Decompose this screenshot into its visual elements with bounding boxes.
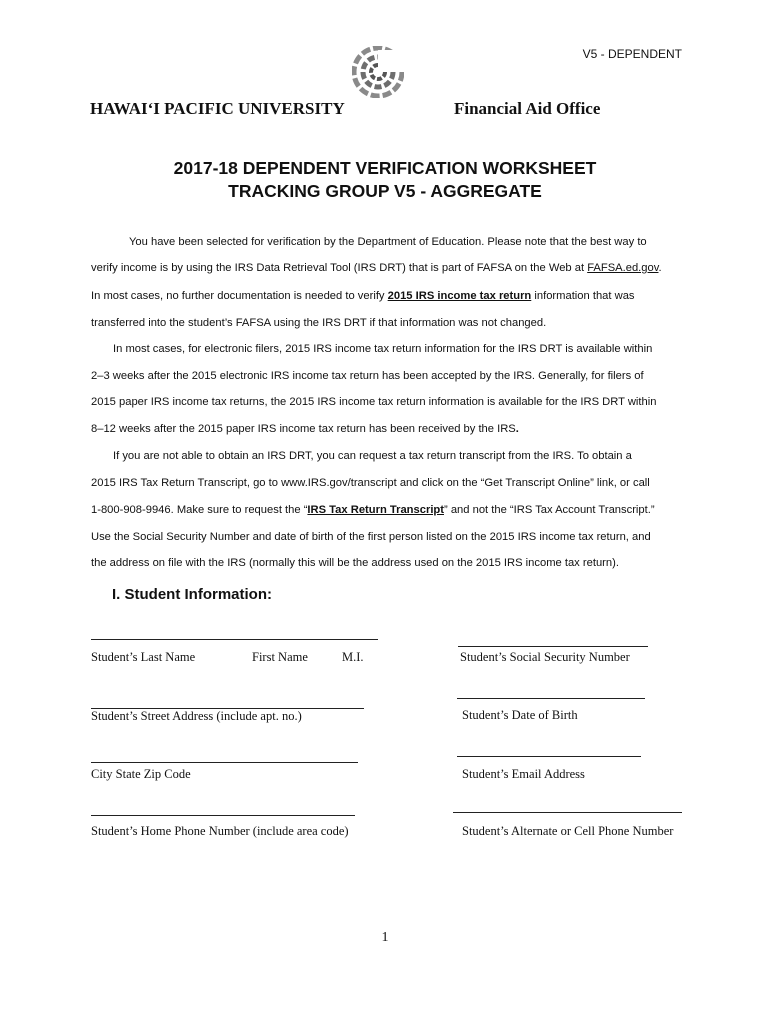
p3-line2: 2015 IRS Tax Return Transcript, go to www.IRS.gov/transcript and click on the “Get Transcript Online” link, or call: [91, 477, 650, 489]
page-number: 1: [381, 930, 389, 945]
worksheet-title: 2017-18 DEPENDENT VERIFICATION WORKSHEET: [173, 158, 597, 178]
p1-line4: transferred into the student’s FAFSA using the IRS DRT if that information was not changed.: [91, 317, 547, 329]
email-field[interactable]: [457, 756, 641, 757]
home-phone-field[interactable]: [91, 815, 355, 816]
worksheet-subtitle: TRACKING GROUP V5 - AGGREGATE: [228, 181, 542, 201]
mi-label: M.I.: [342, 650, 364, 664]
p3-line3: 1-800-908-9946. Make sure to request the “IRS Tax Return Transcript” and not the “IRS Tax Account Transcript.”: [91, 504, 655, 516]
city-state-zip-label: City State Zip Code: [91, 767, 191, 781]
p2-line4: 8–12 weeks after the 2015 paper IRS income tax return has been received by the IRS.: [91, 423, 519, 435]
dob-label: Student’s Date of Birth: [462, 708, 578, 722]
first-name-label: First Name: [252, 650, 308, 664]
email-label: Student’s Email Address: [462, 767, 585, 781]
ssn-label: Student’s Social Security Number: [460, 650, 630, 664]
last-name-field[interactable]: [91, 639, 378, 640]
p3-line1: If you are not able to obtain an IRS DRT, you can request a tax return transcript from the IRS. To obtain a: [113, 450, 632, 462]
p3-line5: the address on file with the IRS (normally this will be the address used on the 2015 IRS income tax return).: [91, 557, 619, 569]
fafsa-link[interactable]: FAFSA.ed.gov: [587, 262, 659, 274]
section-heading: I. Student Information:: [112, 586, 272, 603]
hpu-swirl-logo-icon: [352, 46, 404, 98]
alt-phone-label: Student’s Alternate or Cell Phone Number: [462, 824, 674, 838]
version-label: V5 - DEPENDENT: [582, 47, 682, 61]
alt-phone-field[interactable]: [453, 812, 682, 813]
dob-field[interactable]: [457, 698, 645, 699]
p2-line2: 2–3 weeks after the 2015 electronic IRS income tax return has been accepted by the IRS. Generally, for filers of: [91, 370, 644, 382]
p1-line3: In most cases, no further documentation is needed to verify 2015 IRS income tax return information that was: [91, 290, 635, 302]
ssn-field[interactable]: [458, 646, 648, 647]
street-address-label: Student’s Street Address (include apt. no.): [91, 709, 302, 723]
p2-line3: 2015 paper IRS income tax returns, the 2015 IRS income tax return information is available for the IRS DRT within: [91, 396, 657, 408]
p1-line2: verify income is by using the IRS Data Retrieval Tool (IRS DRT) that is part of FAFSA on the Web at FAFSA.ed.gov.: [91, 262, 662, 274]
home-phone-label: Student’s Home Phone Number (include area code): [91, 824, 349, 838]
last-name-label: Student’s Last Name: [91, 650, 196, 664]
office-name: Financial Aid Office: [454, 99, 601, 118]
p3-line4: Use the Social Security Number and date of birth of the first person listed on the 2015 IRS income tax return, and: [91, 531, 651, 543]
p2-line1: In most cases, for electronic filers, 2015 IRS income tax return information for the IRS DRT is available within: [113, 343, 653, 355]
p1-line1: You have been selected for verification by the Department of Education. Please note that the best way to: [129, 236, 647, 248]
city-state-zip-field[interactable]: [91, 762, 358, 763]
university-name: HAWAI‘I PACIFIC UNIVERSITY: [90, 99, 345, 118]
